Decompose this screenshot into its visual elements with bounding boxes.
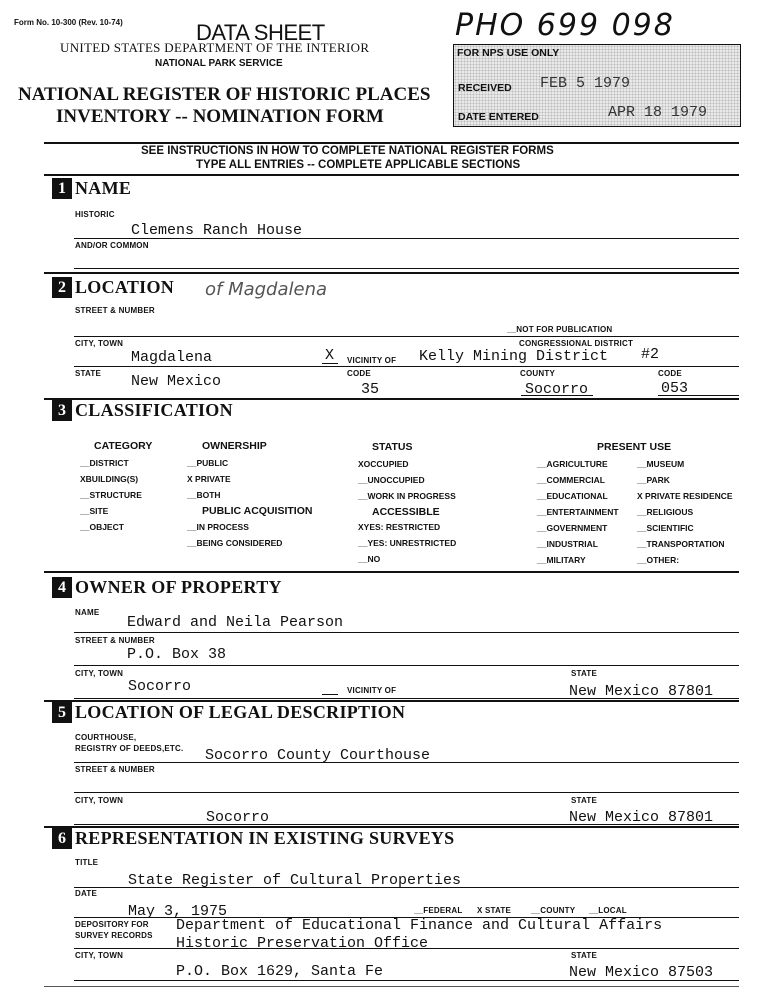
section-4-badge: 4 [52, 577, 72, 598]
use-option-scientific[interactable]: __SCIENTIFIC [637, 523, 694, 533]
county-label: COUNTY [520, 369, 555, 378]
common-name-label: AND/OR COMMON [75, 241, 149, 250]
owner-city-value: Socorro [128, 678, 192, 695]
survey-records-label: SURVEY RECORDS [75, 931, 153, 940]
section-5-title: LOCATION OF LEGAL DESCRIPTION [75, 702, 406, 722]
section-4-rule [44, 571, 739, 573]
section-1-title: NAME [75, 178, 132, 198]
category-option-object[interactable]: __OBJECT [80, 522, 124, 532]
depository-label: DEPOSITORY FOR [75, 920, 149, 929]
received-label: RECEIVED [458, 82, 512, 94]
use-option-museum[interactable]: __MUSEUM [637, 459, 685, 469]
accessible-option-restricted[interactable]: XYES: RESTRICTED [358, 522, 441, 532]
survey-date-value: May 3, 1975 [128, 903, 228, 920]
owner-vicinity-blank[interactable] [322, 694, 338, 695]
survey-city-underline [74, 980, 739, 981]
present-use-header: PRESENT USE [597, 441, 672, 453]
section-4-title: OWNER OF PROPERTY [75, 577, 282, 597]
survey-state-value: New Mexico 87503 [569, 964, 714, 981]
ownership-option-both[interactable]: __BOTH [187, 490, 221, 500]
state-code-value: 35 [361, 381, 380, 398]
accessible-header: ACCESSIBLE [372, 506, 440, 518]
use-option-military[interactable]: __MILITARY [537, 555, 586, 565]
use-option-other[interactable]: __OTHER: [637, 555, 680, 565]
use-option-industrial[interactable]: __INDUSTRIAL [537, 539, 598, 549]
courthouse-value: Socorro County Courthouse [205, 747, 431, 764]
section-1-badge: 1 [52, 178, 72, 199]
owner-street-value: P.O. Box 38 [127, 646, 227, 663]
survey-title-underline [74, 887, 739, 888]
historic-underline [74, 238, 739, 239]
category-header: CATEGORY [94, 440, 153, 452]
district-number: #2 [641, 346, 660, 363]
data-sheet-stamp: DATA SHEET [196, 20, 325, 45]
legal-state-label: STATE [571, 796, 598, 805]
date-entered-label: DATE ENTERED [458, 111, 539, 123]
vicinity-underline [322, 363, 338, 364]
owner-street-underline [74, 665, 739, 666]
section-2-title: LOCATION [75, 277, 175, 297]
category-option-site[interactable]: __SITE [80, 506, 109, 516]
status-option-unoccupied[interactable]: __UNOCCUPIED [358, 475, 425, 485]
section-2-rule [44, 272, 739, 274]
section-5-badge: 5 [52, 702, 72, 723]
legal-city-value: Socorro [206, 809, 270, 826]
historic-name-value: Clemens Ranch House [131, 222, 303, 239]
public-acquisition-header: PUBLIC ACQUISITION [202, 505, 313, 517]
accessible-option-unrestricted[interactable]: __YES: UNRESTRICTED [358, 538, 457, 548]
state-label: STATE [75, 369, 102, 378]
survey-city-value: P.O. Box 1629, Santa Fe [176, 963, 384, 980]
legal-street-underline [74, 792, 739, 793]
state-code-label: CODE [347, 369, 371, 378]
acquisition-option-being-considered[interactable]: __BEING CONSIDERED [187, 538, 283, 548]
department-name: UNITED STATES DEPARTMENT OF THE INTERIOR [60, 40, 370, 55]
owner-name-value: Edward and Neila Pearson [127, 614, 344, 631]
survey-local-option[interactable]: __LOCAL [589, 906, 627, 915]
depository-underline [74, 948, 739, 949]
owner-street-label: STREET & NUMBER [75, 636, 155, 645]
owner-city-underline [74, 698, 739, 699]
ownership-option-private[interactable]: X PRIVATE [187, 474, 231, 484]
date-entered-stamp: APR 18 1979 [608, 104, 708, 121]
header-rule-bottom [44, 174, 739, 176]
status-option-work-in-progress[interactable]: __WORK IN PROGRESS [358, 491, 456, 501]
survey-county-option[interactable]: __COUNTY [531, 906, 576, 915]
section-6-badge: 6 [52, 828, 72, 849]
survey-title-label: TITLE [75, 858, 99, 867]
city-underline [74, 366, 739, 367]
nps-use-only-label: FOR NPS USE ONLY [457, 47, 560, 59]
common-underline [74, 268, 739, 269]
legal-state-value: New Mexico 87801 [569, 809, 714, 826]
status-header: STATUS [372, 441, 413, 453]
page-bottom-edge [44, 986, 739, 987]
historic-label: HISTORIC [75, 210, 115, 219]
category-option-buildings[interactable]: XBUILDING(S) [80, 474, 139, 484]
city-town-label: CITY, TOWN [75, 339, 124, 348]
owner-vicinity-label: VICINITY OF [347, 686, 397, 695]
owner-name-label: NAME [75, 608, 100, 617]
category-option-structure[interactable]: __STRUCTURE [80, 490, 142, 500]
county-code-value: 053 [661, 380, 689, 397]
use-option-transportation[interactable]: __TRANSPORTATION [637, 539, 725, 549]
use-option-government[interactable]: __GOVERNMENT [537, 523, 608, 533]
form-title-line1: NATIONAL REGISTER OF HISTORIC PLACES [18, 84, 431, 105]
registry-of-deeds-label: REGISTRY OF DEEDS,ETC. [75, 744, 184, 753]
accessible-option-no[interactable]: __NO [358, 554, 381, 564]
county-code-underline [658, 395, 739, 396]
survey-date-label: DATE [75, 889, 97, 898]
header-rule-top [44, 142, 739, 144]
instructions-line2: TYPE ALL ENTRIES -- COMPLETE APPLICABLE SECTIONS [196, 159, 521, 171]
survey-state-label: STATE [571, 951, 598, 960]
section-2-badge: 2 [52, 277, 72, 298]
survey-state-option[interactable]: X STATE [477, 906, 511, 915]
owner-state-value: New Mexico 87801 [569, 683, 714, 700]
handwritten-location-note: of Magdalena [205, 279, 328, 300]
vicinity-of-label: VICINITY OF [347, 356, 397, 365]
legal-city-label: CITY, TOWN [75, 796, 124, 805]
vicinity-checkbox[interactable]: X [325, 347, 335, 364]
city-value: Magdalena [131, 349, 213, 366]
courthouse-underline [74, 762, 739, 763]
survey-federal-option[interactable]: __FEDERAL [414, 906, 463, 915]
congressional-district-value: Kelly Mining District [419, 348, 609, 365]
instructions-line1: SEE INSTRUCTIONS IN HOW TO COMPLETE NATIONAL REGISTER FORMS [141, 145, 554, 157]
received-date-stamp: FEB 5 1979 [540, 75, 631, 92]
status-option-occupied[interactable]: XOCCUPIED [358, 459, 409, 469]
use-option-educational[interactable]: __EDUCATIONAL [537, 491, 608, 501]
legal-street-label: STREET & NUMBER [75, 765, 155, 774]
depository-value-line2: Historic Preservation Office [176, 935, 429, 952]
survey-city-label: CITY, TOWN [75, 951, 124, 960]
form-number: Form No. 10-300 (Rev. 10-74) [14, 18, 123, 27]
use-option-private-residence[interactable]: X PRIVATE RESIDENCE [637, 491, 733, 501]
ownership-option-public[interactable]: __PUBLIC [187, 458, 229, 468]
county-code-label: CODE [658, 369, 682, 378]
section-3-title: CLASSIFICATION [75, 400, 233, 420]
section-6-title: REPRESENTATION IN EXISTING SURVEYS [75, 828, 455, 848]
handwritten-reference-number: PHO 699 098 [455, 8, 675, 43]
section-3-badge: 3 [52, 400, 72, 421]
form-title-line2: INVENTORY -- NOMINATION FORM [56, 106, 384, 127]
category-option-district[interactable]: __DISTRICT [80, 458, 129, 468]
depository-value-line1: Department of Educational Finance and Cultural Affairs [176, 917, 663, 934]
ownership-header: OWNERSHIP [202, 440, 267, 452]
street-number-label: STREET & NUMBER [75, 306, 155, 315]
acquisition-option-in-process[interactable]: __IN PROCESS [187, 522, 249, 532]
owner-city-label: CITY, TOWN [75, 669, 124, 678]
county-underline [521, 395, 593, 396]
owner-name-underline [74, 632, 739, 633]
legal-city-underline [74, 824, 739, 825]
state-value: New Mexico [131, 373, 222, 390]
county-value: Socorro [525, 381, 589, 398]
congressional-district-label: CONGRESSIONAL DISTRICT [519, 339, 634, 348]
owner-state-label: STATE [571, 669, 598, 678]
use-option-park[interactable]: __PARK [637, 475, 670, 485]
survey-title-value: State Register of Cultural Properties [128, 872, 462, 889]
use-option-agriculture[interactable]: __AGRICULTURE [537, 459, 608, 469]
street-underline [74, 336, 739, 337]
agency-name: NATIONAL PARK SERVICE [155, 58, 283, 69]
use-option-religious[interactable]: __RELIGIOUS [637, 507, 694, 517]
courthouse-label: COURTHOUSE, [75, 733, 137, 742]
use-option-commercial[interactable]: __COMMERCIAL [537, 475, 606, 485]
not-for-publication[interactable]: __NOT FOR PUBLICATION [507, 325, 613, 334]
use-option-entertainment[interactable]: __ENTERTAINMENT [537, 507, 619, 517]
